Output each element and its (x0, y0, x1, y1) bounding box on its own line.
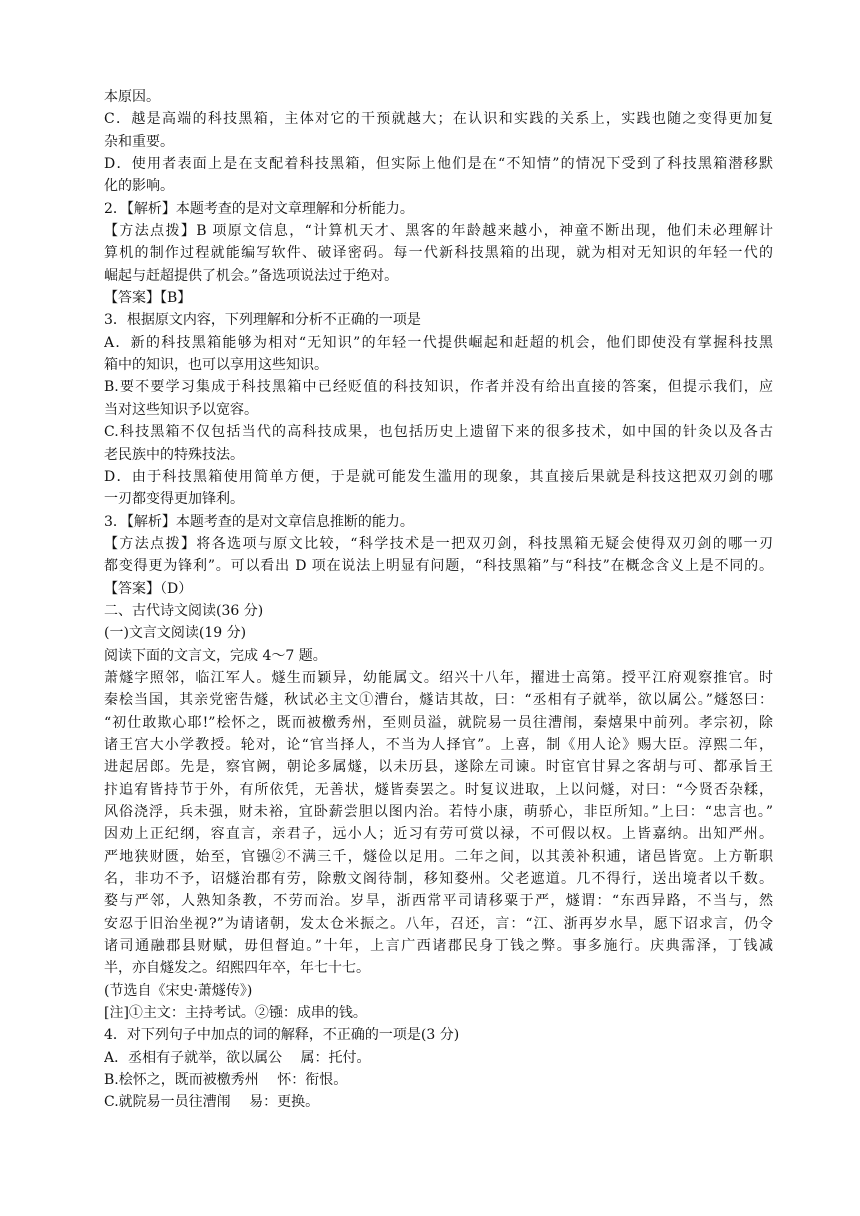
text-line: 化的影响。 (104, 178, 174, 195)
text-line: A．新的科技黑箱能够为相对“无知识”的年轻一代提供崛起和赶超的机会，他们即使没有掌握科技黑 (104, 334, 773, 351)
text-line: 一刃都变得更加锋利。 (104, 491, 244, 508)
document-body (104, 86, 773, 1114)
text-line: 【答案】（D） (104, 580, 193, 597)
text-line: 算机的制作过程就能编写软件、破译密码。每一代新科技黑箱的出现，就为相对无知识的年轻一代的 (104, 245, 773, 262)
text-line: 诸王宫大小学教授。轮对，论“官当择人，不当为人择官”。上喜，制《用人论》赐大臣。淳熙二年， (104, 736, 773, 753)
text-line: C.科技黑箱不仅包括当代的高科技成果，也包括历史上遗留下来的很多技术，如中国的针灸以及各古 (104, 424, 773, 441)
text-line: 名，非功不予，诏燧治郡有劳，除敷文阁待制，移知婺州。父老遮道。几不得行，送出境者以千数。 (104, 871, 773, 888)
text-line: [注]①主文：主持考试。②镪：成串的钱。 (104, 1005, 367, 1022)
text-line: 秦桧当国，其亲党密告燧，秋试必主文①漕台，燧诘其故，曰：“丞相有子就举，欲以属公。”燧怒曰： (104, 692, 773, 709)
text-line: 诸司通融郡县财赋，毋但督迫。”十年，上言广西诸郡民身丁钱之弊。事多施行。庆典霈泽，丁钱减 (104, 938, 773, 955)
text-line: D．使用者表面上是在支配着科技黑箱，但实际上他们是在“不知情”的情况下受到了科技黑箱潜移默 (104, 156, 773, 173)
text-line: 都变得更为锋利”。可以看出 D 项在说法上明显有问题，“科技黑箱”与“科技”在概念含义上是不同的。 (104, 558, 773, 575)
text-line: 阅读下面的文言文，完成 4～7 题。 (104, 647, 327, 664)
text-line: 当对这些知识予以宽容。 (104, 401, 258, 418)
text-line: A．丞相有子就举，欲以属公 属：托付。 (104, 1049, 371, 1066)
text-line: 萧燧字照邻，临江军人。燧生而颖异，幼能属文。绍兴十八年，擢进士高第。授平江府观察推官。时 (104, 669, 773, 686)
text-line: C.就院易一员往漕闱 易：更换。 (104, 1094, 320, 1111)
text-line: 【方法点拨】B 项原文信息，“计算机天才、黑客的年龄越来越小，神童不断出现，他们未必理解计 (104, 223, 773, 240)
text-line: 崛起与赶超提供了机会。”备选项说法过于绝对。 (104, 267, 399, 284)
text-line: B.要不要学习集成于科技黑箱中已经贬值的科技知识，作者并没有给出直接的答案，但提示我们，应 (104, 379, 773, 396)
text-line: 风俗浇浮，兵未强，财未裕，宜卧薪尝胆以图内治。若恃小康，萌骄心，非臣所知。”上曰：“忠言也。” (104, 804, 773, 820)
text-line: 3．【解析】本题考查的是对文章信息推断的能力。 (104, 513, 414, 530)
text-line: 2．【解析】本题考查的是对文章理解和分析能力。 (104, 200, 414, 217)
text-line: 安忍于旧治坐视?”为请诸朝，发太仓米振之。八年，召还，言：“江、浙再岁水旱，愿下诏求言，仍令 (104, 915, 773, 932)
text-line: 抃追宥皆持节于外，有所依凭，无善状，燧皆奏罢之。时复议进取，上以问燧，对曰：“今贤否杂糅， (104, 781, 773, 798)
text-line: 杂和重要。 (104, 133, 174, 150)
text-line: 因劝上正纪纲，容直言，亲君子，远小人；近习有劳可赏以禄，不可假以权。上皆嘉纳。出知严州。 (104, 826, 773, 843)
text-line: 箱中的知识，也可以享用这些知识。 (104, 357, 328, 374)
text-line: B.桧怀之，既而被檄秀州 怀：衔恨。 (104, 1072, 348, 1089)
text-line: 【方法点拨】将各选项与原文比较，“科学技术是一把双刃剑，科技黑箱无疑会使得双刃剑的哪一刃 (104, 535, 773, 552)
text-line: 老民族中的特殊技法。 (104, 446, 244, 463)
text-line: 半，亦自燧发之。绍熙四年卒，年七十七。 (104, 960, 370, 977)
text-line: “初仕敢欺心耶!”桧怀之，既而被檄秀州，至则员溢，就院易一员往漕闱，秦熺果中前列。孝宗初，除 (104, 714, 773, 731)
text-line: 婺与严邻，人熟知条教，不劳而治。岁旱，浙西常平司请移粟于严，燧谓：“东西异路，不当与，然 (104, 893, 773, 910)
text-line: D．由于科技黑箱使用简单方便，于是就可能发生滥用的现象，其直接后果就是科技这把双刃剑的哪 (104, 468, 773, 485)
text-line: 【答案】【B】 (104, 290, 192, 307)
text-line: 3．根据原文内容，下列理解和分析不正确的一项是 (104, 312, 421, 329)
text-line: C．越是高端的科技黑箱，主体对它的干预就越大；在认识和实践的关系上，实践也随之变得更加复 (104, 111, 773, 128)
text-line: 严地狭财匮，始至，官镪②不满三千，燧俭以足用。二年之间，以其羡补积逋，诸邑皆宽。上方靳职 (104, 848, 773, 865)
text-line: (一)文言文阅读(19 分) (104, 625, 247, 642)
text-line: 二、古代诗文阅读(36 分) (104, 602, 264, 619)
text-line: 进起居郎。先是，察官阙，朝论多属燧，以未历县，遂除左司谏。时宦官甘昪之客胡与可、都承旨王 (104, 759, 773, 776)
text-line: 本原因。 (104, 89, 160, 105)
text-line: 4．对下列句子中加点的词的解释，不正确的一项是(3 分) (104, 1027, 460, 1044)
text-line: (节选自《宋史·萧燧传》) (104, 982, 253, 999)
